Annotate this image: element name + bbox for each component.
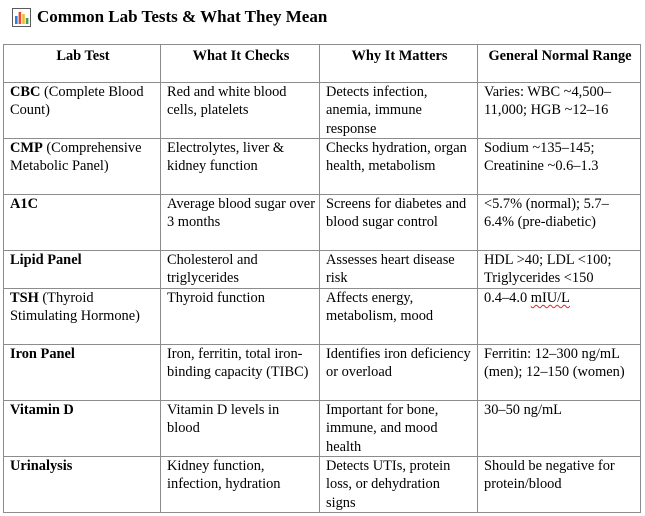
- normal-range-value: 0.4–4.0: [484, 290, 531, 306]
- table-row: [4, 401, 641, 457]
- lab-test-name: Vitamin D: [10, 402, 74, 418]
- what-it-checks-cell: Thyroid function: [161, 289, 320, 345]
- why-it-matters-cell: Affects energy, metabolism, mood: [320, 289, 478, 345]
- why-it-matters-cell: Identifies iron deficiency or overload: [320, 345, 478, 401]
- lab-test-cell: [4, 345, 161, 401]
- table-row: [4, 139, 641, 195]
- normal-range-cell: <5.7% (normal); 5.7–6.4% (pre-diabetic): [478, 195, 641, 251]
- table-header-row: [4, 45, 641, 83]
- lab-test-cell: [4, 83, 161, 139]
- normal-range-cell: HDL >40; LDL <100; Triglycerides <150: [478, 251, 641, 289]
- lab-test-fullname: (Thyroid Stimulating Hormone): [10, 290, 140, 325]
- why-it-matters-cell: Assesses heart disease risk: [320, 251, 478, 289]
- document-title-row: [12, 6, 327, 28]
- lab-test-name: CMP: [10, 140, 43, 156]
- lab-test-cell: [4, 195, 161, 251]
- normal-range-cell: Sodium ~135–145; Creatinine ~0.6–1.3: [478, 139, 641, 195]
- lab-test-name: Iron Panel: [10, 346, 75, 362]
- what-it-checks-cell: Vitamin D levels in blood: [161, 401, 320, 457]
- why-it-matters-cell: Important for bone, immune, and mood health: [320, 401, 478, 457]
- what-it-checks-cell: Iron, ferritin, total iron-binding capacity (TIBC): [161, 345, 320, 401]
- lab-test-name: A1C: [10, 196, 38, 212]
- what-it-checks-cell: Electrolytes, liver & kidney function: [161, 139, 320, 195]
- what-it-checks-cell: Kidney function, infection, hydration: [161, 457, 320, 513]
- lab-test-name: Urinalysis: [10, 458, 73, 474]
- lab-test-name: CBC: [10, 84, 41, 100]
- lab-test-cell: [4, 289, 161, 345]
- lab-tests-table: [3, 44, 641, 513]
- lab-test-cell: [4, 401, 161, 457]
- normal-range-cell: Ferritin: 12–300 ng/mL (men); 12–150 (women): [478, 345, 641, 401]
- normal-range-cell: [478, 289, 641, 345]
- lab-test-fullname: (Complete Blood Count): [10, 84, 144, 119]
- table-row: [4, 83, 641, 139]
- normal-range-cell: Varies: WBC ~4,500–11,000; HGB ~12–16: [478, 83, 641, 139]
- spellcheck-flagged-unit: mIU/L: [530, 290, 570, 306]
- table-row: [4, 457, 641, 513]
- lab-test-name: Lipid Panel: [10, 252, 82, 268]
- normal-range-cell: Should be negative for protein/blood: [478, 457, 641, 513]
- normal-range-cell: 30–50 ng/mL: [478, 401, 641, 457]
- what-it-checks-cell: Red and white blood cells, platelets: [161, 83, 320, 139]
- why-it-matters-cell: Checks hydration, organ health, metabolism: [320, 139, 478, 195]
- column-header-why-it-matters: Why It Matters: [320, 45, 478, 83]
- why-it-matters-cell: Detects UTIs, protein loss, or dehydration signs: [320, 457, 478, 513]
- what-it-checks-cell: Cholesterol and triglycerides: [161, 251, 320, 289]
- lab-test-cell: [4, 457, 161, 513]
- bar-chart-icon: [12, 8, 31, 27]
- lab-test-fullname: (Comprehensive Metabolic Panel): [10, 140, 142, 175]
- column-header-lab-test: Lab Test: [4, 45, 161, 83]
- table-row: [4, 195, 641, 251]
- lab-test-cell: [4, 139, 161, 195]
- table-row: [4, 345, 641, 401]
- table-row: [4, 289, 641, 345]
- document-title: Common Lab Tests & What They Mean: [37, 7, 328, 26]
- column-header-what-it-checks: What It Checks: [161, 45, 320, 83]
- why-it-matters-cell: Screens for diabetes and blood sugar control: [320, 195, 478, 251]
- what-it-checks-cell: Average blood sugar over 3 months: [161, 195, 320, 251]
- lab-test-name: TSH: [10, 290, 39, 306]
- lab-test-cell: [4, 251, 161, 289]
- table-row: [4, 251, 641, 289]
- why-it-matters-cell: Detects infection, anemia, immune response: [320, 83, 478, 139]
- column-header-normal-range: General Normal Range: [478, 45, 641, 83]
